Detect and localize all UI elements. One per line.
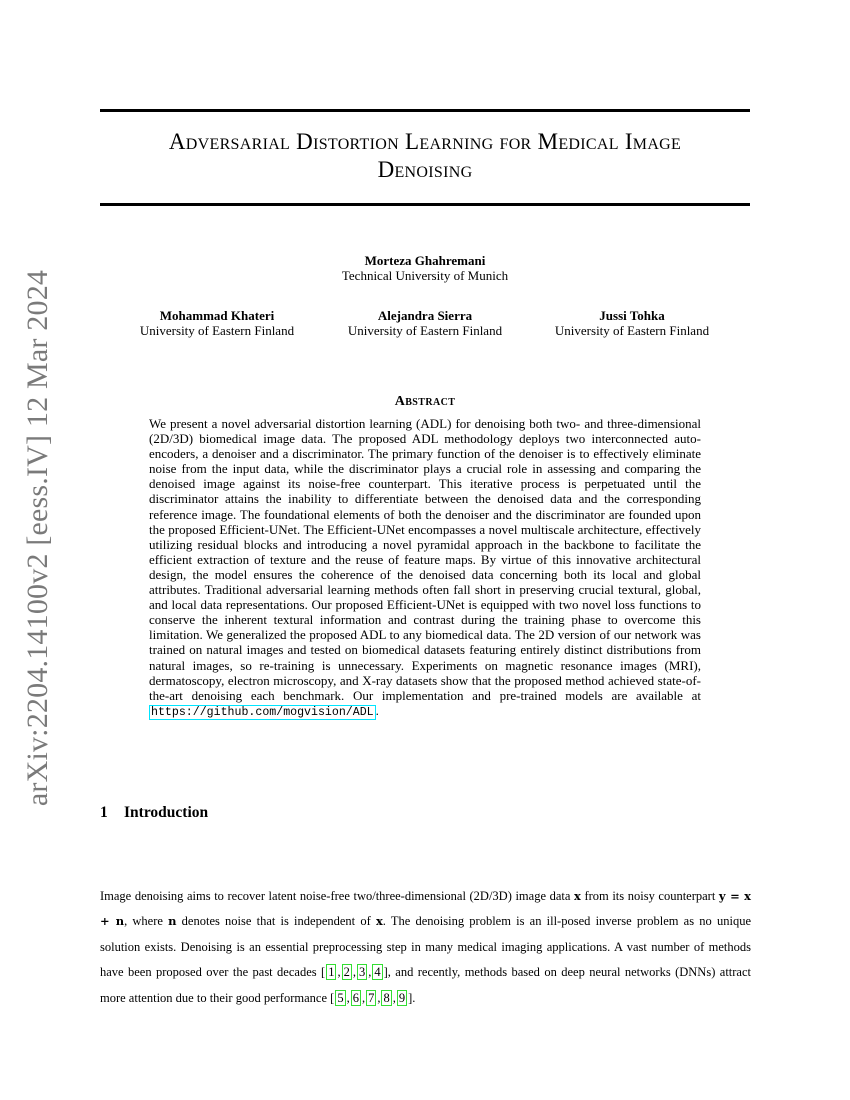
paper-title [100,128,750,184]
title-line-2: Denoising [377,157,473,182]
citation-link[interactable]: 2 [343,965,350,980]
author-block [527,308,737,338]
author-name: Mohammad Khateri [159,308,275,323]
citation-link[interactable]: 6 [352,990,359,1005]
section-number: 1 [100,804,108,821]
introduction-paragraph: Image denoising aims to recover latent noise-free two/three-dimensional (2D/3D) image data x from its noisy counterpart y = x + n, where n denotes noise that is independent of x. The denoising problem is an ill-posed inverse problem as no unique solution exists. Denoising is an essential preprocessing step in many medical imaging applications. A vast number of methods have been proposed over the past decades [ 1 , 2 , 3 , 4 ], and recently, methods based on deep neural networks (DNNs) attract more attention due to their good performance [ 5 , 6 , 7 , 8 , 9 ]. [100,889,752,1005]
author-affiliation: Technical University of Munich [341,268,509,283]
intro-text: . [412,990,416,1005]
author-block [320,308,530,338]
author-block [112,308,322,338]
citation-link[interactable]: 5 [337,990,344,1005]
math-symbol: x [375,914,383,929]
citation-link[interactable]: 8 [383,990,390,1005]
abstract-text [149,416,701,720]
arxiv-identifier-stamp: arXiv:2204.14100v2 [eess.IV] 12 Mar 2024 [21,269,54,807]
author-affiliation: University of Eastern Finland [139,323,295,338]
math-equation: y = x + n [100,889,752,929]
citation-link[interactable]: 9 [398,990,406,1005]
citation-link[interactable]: 7 [368,990,375,1005]
section-heading-introduction [100,804,208,822]
code-repository-link[interactable]: https://github.com/mogvision/ADL [151,705,374,719]
intro-text: Image denoising aims to recover latent noise-free two/three-dimensional (2D/3D) image data [100,889,571,903]
intro-text: , and recently, methods based on deep neural networks (DNNs) attract more attention due to their good performance [100,965,751,1005]
author-affiliation: University of Eastern Finland [347,323,503,338]
title-top-rule [100,109,750,112]
author-name: Morteza Ghahremani [364,253,486,268]
title-bottom-rule [100,203,750,206]
math-symbol: n [168,914,177,929]
math-symbol: x [574,889,581,903]
intro-text: denotes noise that is independent of [181,914,371,929]
citation-link[interactable]: 3 [358,965,366,980]
author-name: Jussi Tohka [599,308,665,323]
author-block [300,253,550,283]
author-affiliation: University of Eastern Finland [554,323,710,338]
intro-text: . The denoising problem is an ill-posed inverse problem as no unique solution exists. Denoising is an essential preprocessing step in many medical imaging applications. A vast number of methods have been proposed over the past decades [100,914,751,980]
intro-text: from its noisy counterpart [584,889,716,903]
author-name: Alejandra Sierra [377,308,473,323]
abstract-end-punctuation: . [375,702,379,718]
section-title: Introduction [124,804,209,821]
abstract-heading: Abstract [394,394,456,409]
abstract-body-text: We present a novel adversarial distortion learning (ADL) for denoising both two- and three-dimensional (2D/3D) biomedical image data. The proposed ADL methodology deploys two interconnected auto-encoders, a denoiser and a discriminator. The primary function of the denoiser is to effectively eliminate noise from the input data, while the discriminator plays a crucial role in assessing and comparing the denoised image against its noise-free counterpart. This iterative process is perpetuated until the discriminator attains the inability to differentiate between the denoised data and the corresponding reference image. The foundational elements of both the denoiser and the discriminator are founded upon the proposed Efficient-UNet. The Efficient-UNet encompasses a novel multiscale architecture, effectively utilizing residual blocks and introducing a novel pyramidal approach in the backbone to facilitate the efficient extraction of texture and the reuse of feature maps. By virtue of this innovative architectural design, the model ensures the coherence of the denoised data concerning both its local and global attributes. Traditional adversarial learning methods often fall short in preserving crucial textural, global, and local data representations. Our proposed Efficient-UNet is equipped with two novel loss functions to conserve the inherent textural information and contrast during the training phase to overcome this limitation. We generalized the proposed ADL to any biomedical data. The 2D version of our network was trained on natural images and tested on biomedical datasets featuring entirely distinct distributions from natural images, so re-training is unnecessary. Experiments on magnetic resonance images (MRI), dermatoscopy, electron microscopy, and X-ray datasets show that the proposed method achieved state-of-the-art denoising each benchmark. Our implementation and pre-trained models are available at [149,416,701,703]
title-line-1: Adversarial Distortion Learning for Medical Image [168,129,682,154]
intro-text: , where [124,914,163,929]
citation-link[interactable]: 4 [374,965,381,980]
citation-link[interactable]: 1 [328,965,335,980]
